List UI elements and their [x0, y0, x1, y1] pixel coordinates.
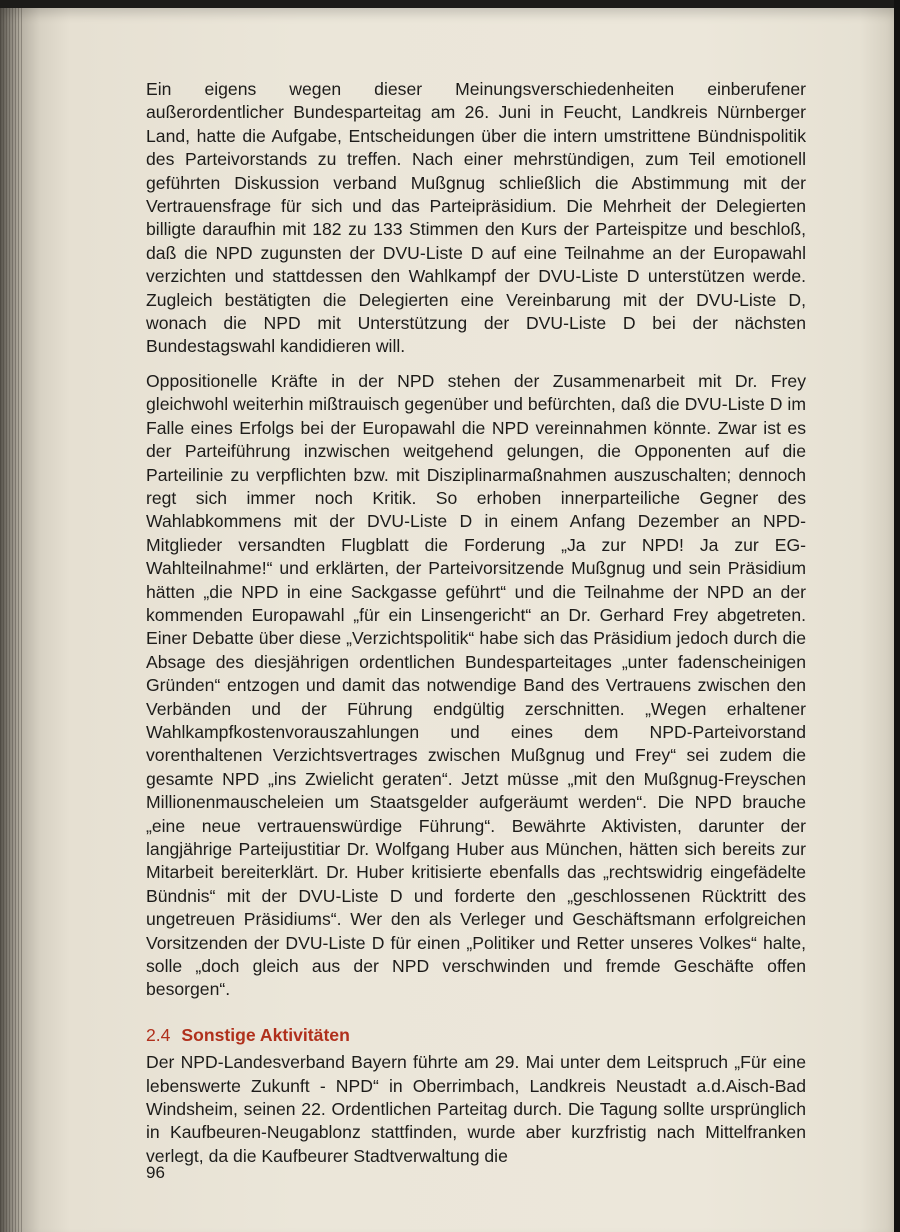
section-number: 2.4 — [146, 1024, 171, 1045]
paragraph-bundesparteitag: Ein eigens wegen dieser Meinungsverschiedenheiten einberufener außerordentlicher Bundesparteitag am 26. Juni in Feucht, Landkreis Nürnberger Land, hatte die Aufgabe, Entscheidungen über die intern umstrittene Bündnispolitik des Parteivorstands zu treffen. Nach einer mehrstündigen, zum Teil emotionell geführten Diskussion verband Mußgnug schließlich die Abstimmung mit der Vertrauensfrage für sich und das Parteipräsidium. Die Mehrheit der Delegierten billigte daraufhin mit 182 zu 133 Stimmen den Kurs der Parteispitze und beschloß, daß die NPD zugunsten der DVU-Liste D auf eine Teilnahme an der Europawahl verzichten und stattdessen den Wahlkampf der DVU-Liste D unterstützen werde. Zugleich bestätigten die Delegierten eine Vereinbarung mit der DVU-Liste D, wonach die NPD mit Unterstützung der DVU-Liste D bei der nächsten Bundestagswahl kandidieren will. — [146, 79, 806, 357]
page-number: 96 — [146, 1163, 165, 1182]
paragraph-opposition: Oppositionelle Kräfte in der NPD stehen der Zusammenarbeit mit Dr. Frey gleichwohl weiterhin mißtrauisch gegenüber und befürchten, daß die DVU-Liste D im Falle eines Erfolgs bei der Europawahl die NPD vereinnahmen könnte. Zwar ist es der Parteiführung inzwischen weitgehend gelungen, die Opponenten auf die Parteilinie zu verpflichten bzw. mit Disziplinarmaßnahmen auszuschalten; dennoch regt sich immer noch Kritik. So erhoben innerparteiliche Gegner des Wahlabkommens mit der DVU-Liste D in einem Anfang Dezember an NPD-Mitglieder versandten Flugblatt die Forderung „Ja zur NPD! Ja zur EG-Wahlteilnahme!“ und erklärten, der Parteivorsitzende Mußgnug und sein Präsidium hätten „die NPD in eine Sackgasse geführt“ und die Teilnahme der NPD an der kommenden Europawahl „für ein Linsengericht“ an Dr. Gerhard Frey abgetreten. Einer Debatte über diese „Verzichtspolitik“ habe sich das Präsidium jedoch durch die Absage des diesjährigen ordentlichen Bundesparteitages „unter fadenscheinigen Gründen“ entzogen und damit das notwendige Band des Vertrauens zwischen den Verbänden und der Führung endgültig zerschnitten. „Wegen erhaltener Wahlkampfkostenvorauszahlungen und eines dem NPD-Parteivorstand vorenthaltenen Verzichtsvertrages zwischen Mußgnug und Frey“ sei zudem die gesamte NPD „ins Zwielicht geraten“. Jetzt müsse „mit den Mußgnug-Freyschen Millionenmauscheleien um Staatsgelder aufgeräumt werden“. Die NPD brauche „eine neue vertrauenswürdige Führung“. Bewährte Aktivisten, darunter der langjährige Parteijustitiar Dr. Wolfgang Huber aus München, hätten sich bereits zur Mitarbeit bereiterklärt. Dr. Huber kritisierte ebenfalls das „rechtswidrig eingefädelte Bündnis“ mit der DVU-Liste D und forderte den „geschlossenen Rücktritt des ungetreuen Präsidiums“. Wer den als Verleger und Geschäftsmann erfolgreichen Vorsitzenden der DVU-Liste D für einen „Politiker und Retter unseres Volkes“ halte, solle „doch gleich aus der NPD verschwinden und fremde Geschäfte offen besorgen“. — [146, 370, 806, 1000]
scan-edge-shadow — [894, 0, 900, 1232]
section-heading — [146, 1024, 806, 1047]
paragraph-landesverband: Der NPD-Landesverband Bayern führte am 29. Mai unter dem Leitspruch „Für eine lebenswerte Zukunft - NPD“ in Oberrimbach, Landkreis Neustadt a.d.Aisch-Bad Windsheim, seinen 22. Ordentlichen Parteitag durch. Die Tagung sollte ursprünglich in Kaufbeuren-Neugablonz stattfinden, wurde aber kurzfristig nach Mittelfranken verlegt, da die Kaufbeurer Stadtverwaltung die — [146, 1052, 806, 1166]
body-text — [146, 78, 806, 1179]
section-title: Sonstige Aktivitäten — [181, 1024, 350, 1045]
